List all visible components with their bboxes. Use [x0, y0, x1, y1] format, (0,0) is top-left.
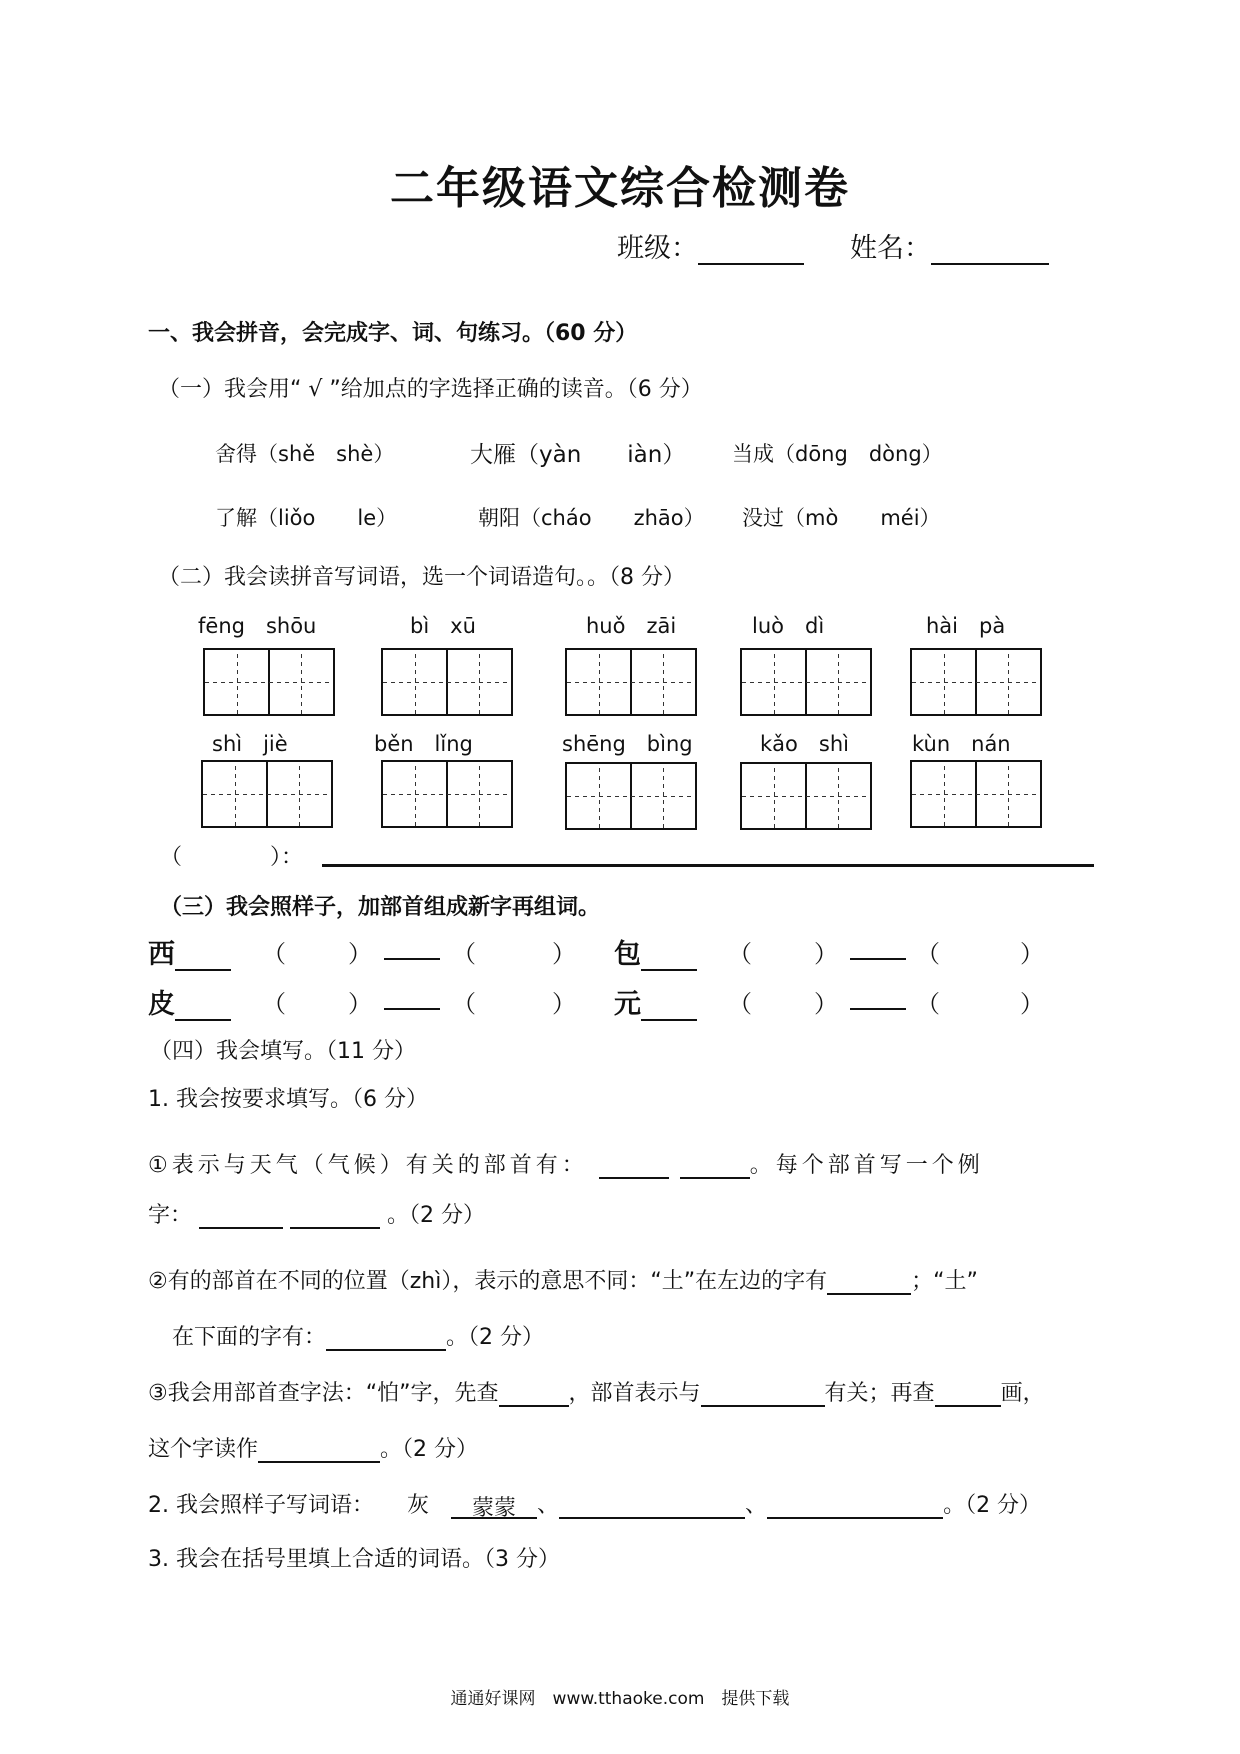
part1-heading: 一、我会拼音，会完成字、词、句练习。（60 分） — [148, 321, 638, 346]
paren-open: （ — [452, 990, 476, 1018]
q2-heading: （二）我会读拼音写词语，选一个词语造句。。（8 分） — [158, 565, 685, 590]
q1-option-a: （shě — [257, 442, 316, 466]
pinyin-label: huǒ zāi — [586, 614, 677, 638]
footer: 通通好课网 www.tthaoke.com 提供下载 — [450, 1689, 790, 1709]
q4-s3-line1 — [148, 1376, 1045, 1407]
q4-s3-text-c: 有关；再查 — [824, 1381, 935, 1406]
q4-heading: （四）我会填写。（11 分） — [150, 1039, 416, 1064]
blank-line[interactable] — [850, 982, 906, 1010]
writing-box[interactable] — [740, 648, 872, 716]
blank-line[interactable] — [641, 943, 697, 971]
q4-sub2-example-char: 灰 — [407, 1493, 430, 1518]
q1-item — [742, 502, 941, 532]
q4-sub2-example: 蒙蒙 — [451, 1491, 537, 1519]
q4-s1-text-d: 。（2 分） — [387, 1203, 486, 1228]
pinyin-label: hài pà — [926, 614, 1006, 638]
blank-line[interactable] — [175, 943, 231, 971]
blank-line[interactable] — [499, 1379, 569, 1407]
radical-row — [614, 932, 697, 971]
paren-close: ） — [552, 940, 576, 968]
paren-close: ） — [1020, 990, 1044, 1018]
name-label: 姓名： — [850, 233, 931, 264]
separator: 、 — [745, 1493, 768, 1518]
q4-s3-text-f: 。（2 分） — [380, 1437, 479, 1462]
paren-open: （ — [262, 940, 286, 968]
q3-heading: （三）我会照样子，加部首组成新字再组词。 — [160, 895, 601, 920]
q1-word: 大雁 — [470, 442, 516, 468]
q1-word: 没过 — [742, 506, 784, 530]
q4-s3-text-e: 这个字读作 — [148, 1437, 259, 1462]
blank-line[interactable] — [199, 1201, 283, 1229]
base-char: 西 — [148, 939, 175, 970]
paren-open: （ — [916, 940, 940, 968]
pinyin-label: shēng bìng — [562, 732, 693, 756]
q4-s1-line1 — [148, 1148, 984, 1179]
blank-line[interactable] — [290, 1201, 380, 1229]
name-field — [850, 226, 1049, 265]
q4-sub2-text: 2. 我会照样子写词语： — [148, 1493, 363, 1518]
q1-option-a: （cháo — [520, 506, 592, 530]
q1-option-b: shè） — [336, 442, 395, 466]
class-field — [617, 226, 804, 265]
page-title: 二年级语文综合检测卷 — [390, 163, 850, 214]
blank-line[interactable] — [384, 982, 440, 1010]
q4-sub2-score: 。（2 分） — [943, 1493, 1042, 1518]
name-blank — [931, 235, 1049, 265]
writing-box[interactable] — [740, 762, 872, 830]
q4-sub3: 3. 我会在括号里填上合适的词语。（3 分） — [148, 1547, 560, 1572]
pinyin-label: kùn nán — [912, 732, 1011, 756]
q1-word: 朝阳 — [478, 506, 520, 530]
q1-item — [470, 436, 685, 469]
blank-line[interactable] — [559, 1491, 745, 1519]
base-char: 皮 — [148, 989, 175, 1020]
radical-row — [148, 982, 231, 1021]
q1-item — [215, 438, 394, 468]
pinyin-label: bì xū — [410, 614, 476, 638]
paren-close: ） — [552, 990, 576, 1018]
paren-close: ） — [348, 990, 372, 1018]
q4-s2-text-d: 。（2 分） — [446, 1325, 545, 1350]
radical-row — [614, 982, 697, 1021]
paren-open: （ — [728, 990, 752, 1018]
sentence-prefix: （ ）： — [160, 845, 304, 870]
blank-line[interactable] — [599, 1151, 669, 1179]
paren-close: ） — [814, 940, 838, 968]
writing-box[interactable] — [565, 762, 697, 830]
separator: 、 — [537, 1493, 560, 1518]
q1-option-a: （liǒo — [257, 506, 316, 530]
pinyin-label: luò dì — [752, 614, 825, 638]
blank-line[interactable] — [326, 1323, 446, 1351]
q4-s2-text-a: ②有的部首在不同的位置（zhì），表示的意思不同：“土”在左边的字有 — [148, 1269, 828, 1294]
q1-option-b: le） — [357, 506, 398, 530]
q1-item — [478, 502, 705, 532]
q4-s3-line2 — [148, 1432, 478, 1463]
q1-option-b: dòng） — [868, 442, 943, 466]
q1-word: 了解 — [215, 506, 257, 530]
q4-s2-text-b: ；“土” — [911, 1269, 978, 1294]
writing-box[interactable] — [910, 760, 1042, 828]
paren-open: （ — [262, 990, 286, 1018]
radical-row — [148, 932, 231, 971]
q1-word: 当成 — [732, 442, 774, 466]
q4-sub1: 1. 我会按要求填写。（6 分） — [148, 1087, 428, 1112]
writing-box[interactable] — [565, 648, 697, 716]
q4-s3-text-d: 画， — [1000, 1381, 1045, 1406]
q4-s2-line2 — [172, 1320, 544, 1351]
q4-s1-text-a: ①表示与天气（气候）有关的部首有： — [148, 1153, 588, 1178]
q1-heading: （一）我会用“ √ ”给加点的字选择正确的读音。（6 分） — [158, 377, 703, 402]
q4-s3-text-b: ，部首表示与 — [568, 1381, 701, 1406]
q1-option-a: （mò — [784, 506, 839, 530]
q4-s1-text-c: 字： — [148, 1203, 193, 1228]
q4-s1-line2 — [148, 1198, 485, 1229]
pinyin-label: fēng shōu — [198, 614, 317, 638]
writing-box[interactable] — [910, 648, 1042, 716]
blank-line[interactable] — [680, 1151, 750, 1179]
pinyin-label: shì jiè — [212, 732, 288, 756]
blank-line[interactable] — [175, 993, 231, 1021]
q1-option-b: iàn） — [627, 442, 686, 468]
pinyin-label: kǎo shì — [760, 732, 849, 756]
q1-option-a: （dōng — [774, 442, 848, 466]
paren-open: （ — [452, 940, 476, 968]
q4-s1-text-b: 。每个部首写一个例 — [749, 1153, 984, 1178]
paren-close: ） — [814, 990, 838, 1018]
blank-line[interactable] — [767, 1491, 943, 1519]
base-char: 元 — [614, 989, 641, 1020]
q4-s2-line1 — [148, 1264, 978, 1295]
blank-line[interactable] — [258, 1435, 380, 1463]
q4-s3-text-a: ③我会用部首查字法：“怕”字，先查 — [148, 1381, 499, 1406]
q1-word: 舍得 — [215, 442, 257, 466]
sentence-line[interactable] — [322, 864, 1094, 867]
q4-s2-text-c: 在下面的字有： — [172, 1325, 327, 1350]
blank-line[interactable] — [850, 932, 906, 960]
writing-box[interactable] — [381, 760, 513, 828]
class-blank — [698, 235, 804, 265]
pinyin-label: běn lǐng — [374, 732, 473, 756]
blank-line[interactable] — [641, 993, 697, 1021]
base-char: 包 — [614, 939, 641, 970]
writing-box[interactable] — [381, 648, 513, 716]
paren-open: （ — [728, 940, 752, 968]
class-label: 班级： — [617, 233, 698, 264]
blank-line[interactable] — [384, 932, 440, 960]
q4-sub2 — [148, 1488, 1041, 1519]
writing-box[interactable] — [203, 648, 335, 716]
writing-box[interactable] — [201, 760, 333, 828]
blank-line[interactable] — [827, 1267, 911, 1295]
blank-line[interactable] — [935, 1379, 1001, 1407]
blank-line[interactable] — [701, 1379, 825, 1407]
q1-item — [215, 502, 397, 532]
q1-option-a: （yàn — [516, 442, 582, 468]
q1-option-b: zhāo） — [633, 506, 705, 530]
paren-close: ） — [1020, 940, 1044, 968]
paren-close: ） — [348, 940, 372, 968]
q1-option-b: méi） — [880, 506, 941, 530]
paren-open: （ — [916, 990, 940, 1018]
q1-item — [732, 438, 943, 468]
